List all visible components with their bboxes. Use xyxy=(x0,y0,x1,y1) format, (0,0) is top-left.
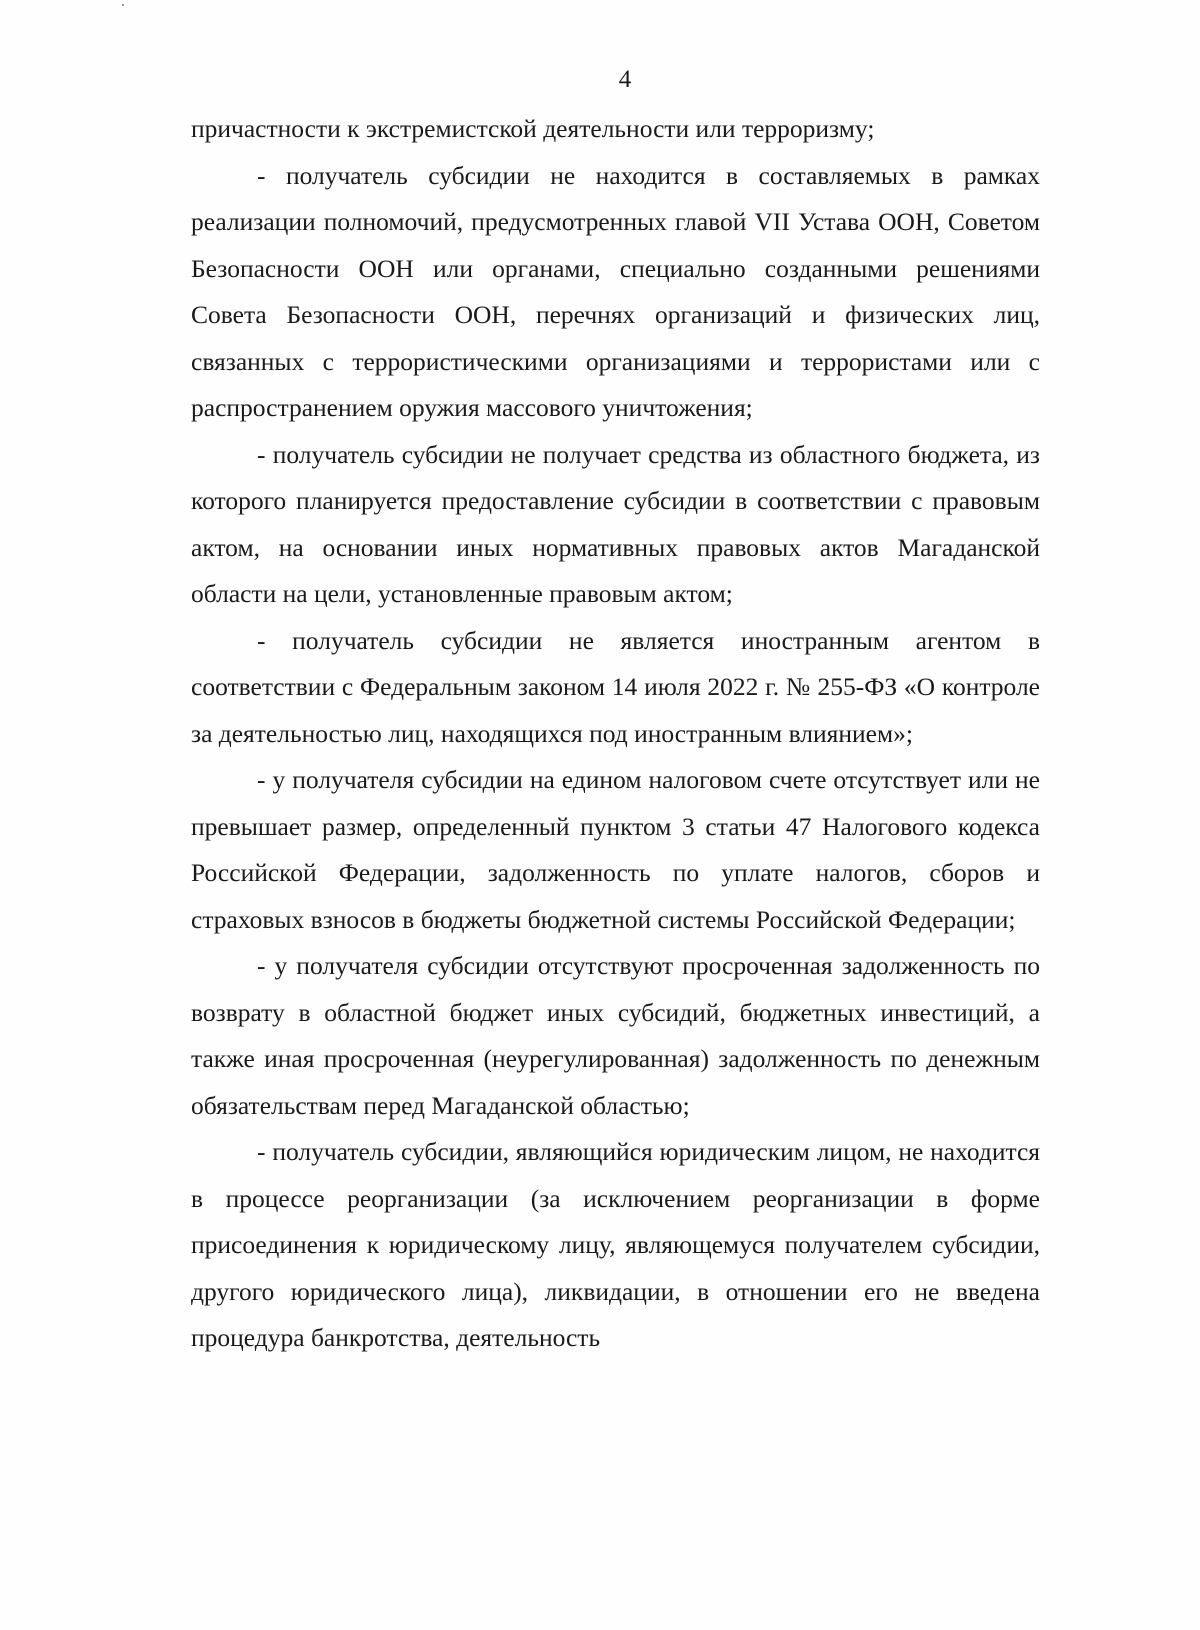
paragraph-no-regional-budget-funds: - получатель субсидии не получает средства из областного бюджета, из которого планируется предоставление субсидии в соответствии с правовым актом, на основании иных нормативных правовых актов Магаданской области на цели, установленные правовым актом; xyxy=(191,439,1040,608)
scan-artifact xyxy=(122,4,124,6)
paragraph-overdue-debt: - у получателя субсидии отсутствуют просроченная задолженность по возврату в областной бюджет иных субсидий, бюджетных инвестиций, а также иная просроченная (неурегулированная) задолженность по денежным обязательствам перед Магаданской областью; xyxy=(191,951,1040,1120)
page-number: 4 xyxy=(618,66,632,93)
paragraph-reorganization: - получатель субсидии, являющийся юридическим лицом, не находится в процессе реорганизации (за исключением реорганизации в форме присоединения к юридическому лицу, являющемуся получателем субсидии, другого юридического лица), ликвидации, в отношении его не введена процедура банкротства, деятельность xyxy=(191,1137,1040,1352)
paragraph-not-foreign-agent: - получатель субсидии не является иностранным агентом в соответствии с Федеральным законом 14 июля 2022 г. № 255-ФЗ «О контроле за деятельностью лиц, находящихся под иностранным влиянием»; xyxy=(191,625,1040,748)
paragraph-tax-debt: - у получателя субсидии на едином налоговом счете отсутствует или не превышает размер, определенный пунктом 3 статьи 47 Налогового кодекса Российской Федерации, задолженность по уплате налогов, сборов и страховых взносов в бюджеты бюджетной системы Российской Федерации; xyxy=(191,765,1040,934)
paragraph-continuation: причастности к экстремистской деятельности или терроризму; xyxy=(191,114,875,143)
document-body xyxy=(191,106,1040,1362)
paragraph-un-sanctions-list: - получатель субсидии не находится в составляемых в рамках реализации полномочий, предусмотренных главой VII Устава ООН, Советом Безопасности ООН или органами, специально созданными решениями Совета Безопасности ООН, перечнях организаций и физических лиц, связанных с террористическими организациями и террористами или с распространением оружия массового уничтожения; xyxy=(191,160,1040,422)
